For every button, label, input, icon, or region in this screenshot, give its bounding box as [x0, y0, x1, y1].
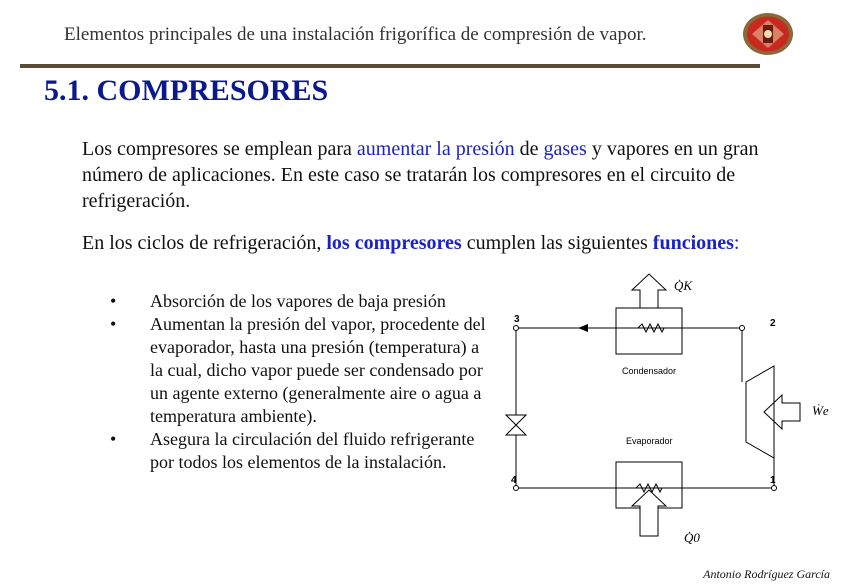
- node-1-circle: [772, 486, 777, 491]
- list-item: [110, 313, 490, 428]
- valve-bottom: [506, 425, 526, 435]
- qk-label: Q̇K: [674, 278, 693, 293]
- node-2-circle: [740, 326, 745, 331]
- author-footer: Antonio Rodríguez García: [703, 567, 830, 581]
- intro-text-3: y vapores en un gran número de aplicaciones. En este caso se tratarán los compresores en el circuito de refrigeración.: [82, 138, 759, 212]
- node-label-4: 4: [511, 475, 517, 486]
- list-item: [110, 290, 490, 313]
- flow-arrow: [578, 324, 588, 332]
- header-divider: [20, 64, 760, 68]
- list-item-text: Asegura la circulación del fluido refrigerante por todos los elementos de la instalación.: [150, 429, 475, 472]
- intro-text-1: Los compresores se emplean para: [82, 138, 357, 160]
- q0-label: Q̇0: [684, 530, 700, 545]
- list-item: [110, 428, 490, 474]
- evaporator-label: Evaporador: [626, 436, 673, 446]
- q0-arrow: [632, 490, 666, 536]
- university-logo: [742, 12, 794, 56]
- condenser-label: Condensador: [622, 366, 677, 376]
- node-label-2: 2: [770, 318, 776, 329]
- node-label-3: 3: [514, 314, 520, 325]
- bullet-dot: •: [110, 314, 117, 334]
- link-gases[interactable]: gases: [543, 138, 587, 160]
- condenser-box: [616, 308, 682, 354]
- functions-intro: [82, 232, 739, 255]
- section-title: 5.1. COMPRESORES: [44, 74, 329, 107]
- link-los-compresores[interactable]: los compresores: [326, 232, 462, 254]
- we-arrow: [764, 395, 800, 429]
- link-funciones[interactable]: funciones: [652, 232, 734, 254]
- bullet-dot: •: [110, 429, 117, 449]
- node-4-circle: [514, 486, 519, 491]
- node-3-circle: [514, 326, 519, 331]
- compressor-symbol: [746, 366, 774, 458]
- valve-top: [506, 415, 526, 425]
- intro-paragraph: [82, 136, 802, 214]
- list-item-text: Aumentan la presión del vapor, procedente del evaporador, hasta una presión (temperatura) a la cual, dicho vapor puede ser condensado por un agente externo (generalmente aire o agua a temperatura ambiente).: [150, 314, 486, 426]
- header-title: Elementos principales de una instalación frigorífica de compresión de vapor.: [64, 24, 647, 45]
- refrigeration-cycle-diagram: [500, 270, 840, 555]
- link-aumentar-presion[interactable]: aumentar la presión: [356, 138, 515, 160]
- we-label: Ẇe: [812, 403, 829, 418]
- functions-text-2: cumplen las siguientes: [461, 232, 653, 254]
- bullet-dot: •: [110, 291, 117, 311]
- qk-arrow: [632, 274, 666, 308]
- functions-text-1: En los ciclos de refrigeración,: [82, 232, 327, 254]
- list-item-text: Absorción de los vapores de baja presión: [150, 291, 446, 311]
- functions-list: [110, 290, 490, 474]
- intro-text-2: de: [514, 138, 544, 160]
- node-label-1: 1: [770, 475, 776, 486]
- functions-colon: :: [733, 232, 740, 254]
